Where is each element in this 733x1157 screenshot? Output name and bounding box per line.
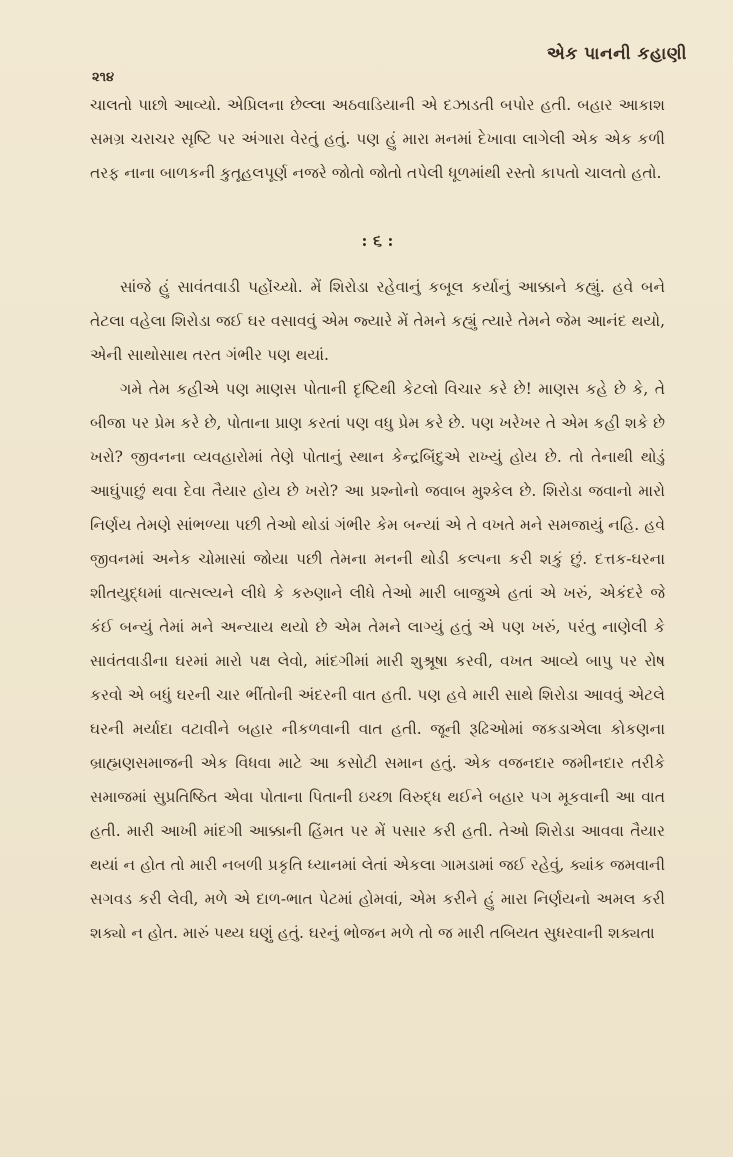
body-text [90, 88, 665, 950]
paragraph-1: ચાલતો પાછો આવ્યો. એપ્રિલના છેલ્લા અઠવાડિયાની એ દઝાડતી બપોર હતી. બહાર આકાશ સમગ્ર ચરાચર સૃષ્ટિ પર અંગારા વેરતું હતું. પણ હું મારા મનમાં દેખાવા લાગેલી એક એક કળી તરફ નાના બાળકની કુતૂહલપૂર્ણ નજરે જોતો જોતો તપેલી ધૂળમાંથી રસ્તો કાપતો ચાલતો હતો. [90, 96, 665, 182]
paragraph-3: ગમે તેમ કહીએ પણ માણસ પોતાની દૃષ્ટિથી કેટલો વિચાર કરે છે! માણસ કહે છે કે, તે બીજા પર પ્રેમ કરે છે, પોતાના પ્રાણ કરતાં પણ વધુ પ્રેમ કરે છે. પણ ખરેખર તે એમ કહી શકે છે ખરો? જીવનના વ્યવહારોમાં તેણે પોતાનું સ્થાન કેન્દ્રબિંદુએ રાખ્યું હોય છે. તો તેનાથી થોડું આઘુંપાછું થવા દેવા તૈયાર હોય છે ખરો? આ પ્રશ્નોનો જવાબ મુશ્કેલ છે. શિરોડા જવાનો મારો નિર્ણય તેમણે સાંભળ્યા પછી તેઓ થોડાં ગંભીર કેમ બન્યાં એ તે વખતે મને સમજાયું નહિ. હવે જીવનમાં અનેક ચોમાસાં જોયા પછી તેમના મનની થોડી કલ્પના કરી શકું છું. દત્તક-ઘરના શીતયુદ્ધમાં વાત્સલ્યને લીધે કે કરુણાને લીધે તેઓ મારી બાજુએ હતાં એ ખરું, એકંદરે જે કંઈ બન્યું તેમાં મને અન્યાય થયો છે એમ તેમને લાગ્યું હતું એ પણ ખરું, પરંતુ નાણેલી કે સાવંતવાડીના ઘરમાં મારો પક્ષ લેવો, માંદગીમાં મારી શુશ્રૂષા કરવી, વખત આવ્યે બાપુ પર રોષ કરવો એ બધું ઘરની ચાર ભીંતોની અંદરની વાત હતી. પણ હવે મારી સાથે શિરોડા આવવું એટલે ઘરની મર્યાદા વટાવીને બહાર નીકળવાની વાત હતી. જૂની રૂઢિઓમાં જકડાએલા કોકણના બ્રાહ્મણસમાજની એક વિધવા માટે આ કસોટી સમાન હતું. એક વજનદાર જમીનદાર તરીકે સમાજમાં સુપ્રતિષ્ઠિત એવા પોતાના પિતાની ઇચ્છા વિરુદ્ધ થઈને બહાર પગ મૂકવાની આ વાત હતી. મારી આખી માંદગી આક્કાની હિંમત પર મેં પસાર કરી હતી. તેઓ શિરોડા આવવા તૈયાર થયાં ન હોત તો મારી નબળી પ્રકૃતિ ધ્યાનમાં લેતાં એકલા ગામડામાં જઈ રહેવું, ક્યાંક જમવાની સગવડ કરી લેવી, મળે એ દાળ-ભાત પેટમાં હોમવાં, એમ કરીને હું મારા નિર્ણયનો અમલ કરી શક્યો ન હોત. મારું પથ્ય ઘણું હતું. ઘરનું ભોજન મળે તો જ મારી તબિયત સુધરવાની શક્યતા [90, 380, 665, 942]
section-mark: : ૬ : [361, 231, 394, 250]
page-number: ૨૧૪ [92, 70, 115, 85]
running-title: એક પાનની કહાણી [546, 44, 687, 64]
paragraph-2: સાંજે હું સાવંતવાડી પહોંચ્યો. મેં શિરોડા રહેવાનું કબૂલ કર્યાનું આક્કાને કહ્યું. હવે બને તેટલા વહેલા શિરોડા જઈ ઘર વસાવવું એમ જ્યારે મેં તેમને કહ્યું ત્યારે તેમને જેમ આનંદ થયો, એની સાથોસાથ તરત ગંભીર પણ થયાં. [90, 278, 665, 364]
